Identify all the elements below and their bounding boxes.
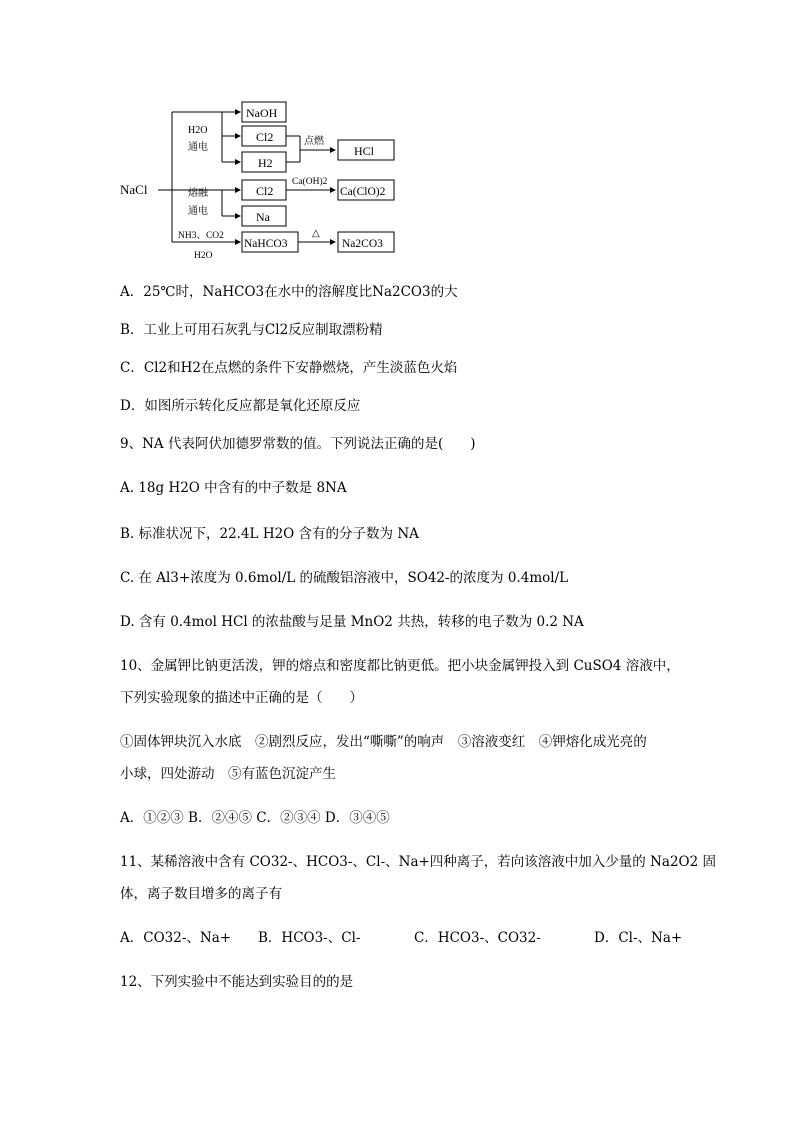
- diagram-box-na: Na: [256, 210, 270, 224]
- diagram-box-caclo2: Ca(ClO)2: [340, 186, 386, 198]
- diagram-heat-label: △: [312, 228, 320, 239]
- q11-option-b: B．HCO3-、Cl-: [258, 930, 361, 946]
- diagram-electrolysis2-label: 通电: [188, 206, 208, 217]
- q9-option-d: D. 含有 0.4mol HCl 的浓盐酸与足量 MnO2 共热，转移的电子数为 0.2 NA: [120, 614, 584, 630]
- diagram-nh3-co2-label: NH3、CO2: [178, 231, 224, 241]
- q10-items-line2: 小球，四处游动 ⑤有蓝色沉淀产生: [120, 766, 336, 782]
- diagram-box-nahco3: NaHCO3: [244, 238, 288, 250]
- q8-option-b: B．工业上可用石灰乳与Cl2反应制取漂粉精: [120, 322, 383, 338]
- q11-option-a: A．CO32-、Na+: [120, 930, 232, 946]
- diagram-box-na2co3: Na2CO3: [342, 238, 383, 250]
- q8-option-d: D．如图所示转化反应都是氧化还原反应: [120, 398, 361, 414]
- diagram-nacl: NaCl: [120, 182, 148, 197]
- q11-stem-line1: 11、某稀溶液中含有 CO32-、HCO3-、Cl-、Na+四种离子，若向该溶液中加入少量的 Na2O2 固: [120, 854, 716, 870]
- q8-option-a: A．25℃时，NaHCO3在水中的溶解度比Na2CO3的大: [120, 284, 458, 300]
- diagram-box-hcl: HCl: [354, 144, 375, 158]
- q11-option-c: C．HCO3-、CO32-: [414, 930, 541, 946]
- diagram-caoh2-label: Ca(OH)2: [292, 177, 328, 187]
- diagram-h2o-label: H2O: [188, 125, 208, 136]
- diagram-h2o-label-2: H2O: [194, 251, 213, 261]
- diagram-box-h2: H2: [258, 156, 273, 170]
- q10-stem-line1: 10、金属钾比钠更活泼，钾的熔点和密度都比钠更低。把小块金属钾投入到 CuSO4 溶液中，: [120, 658, 680, 674]
- diagram-ignite-label: 点燃: [304, 136, 324, 147]
- q10-options: A．①②③ B．②④⑤ C．②③④ D．③④⑤: [120, 810, 390, 826]
- diagram-molten-label: 熔融: [188, 188, 208, 199]
- q9-stem: 9、NA 代表阿伏加德罗常数的值。下列说法正确的是( ): [120, 436, 476, 452]
- reaction-diagram: [110, 92, 420, 264]
- q9-option-a: A. 18g H2O 中含有的中子数是 8NA: [120, 480, 347, 496]
- q8-option-c: C．Cl2和H2在点燃的条件下安静燃烧，产生淡蓝色火焰: [120, 360, 458, 376]
- diagram-electrolysis-label: 通电: [188, 142, 208, 153]
- q9-option-c: C. 在 Al3+浓度为 0.6mol/L 的硫酸铝溶液中，SO42-的浓度为 0.4mol/L: [120, 570, 569, 586]
- diagram-box-cl2-b: Cl2: [256, 184, 274, 198]
- diagram-box-naoh: NaOH: [246, 106, 278, 120]
- q9-option-b: B. 标准状况下，22.4L H2O 含有的分子数为 NA: [120, 526, 419, 542]
- q10-items-line1: ①固体钾块沉入水底 ②剧烈反应，发出“嘶嘶”的响声 ③溶液变红 ④钾熔化成光亮的: [120, 734, 647, 750]
- q11-option-d: D．Cl-、Na+: [594, 930, 683, 946]
- q12-stem: 12、下列实验中不能达到实验目的的是: [120, 974, 354, 990]
- q10-stem-line2: 下列实验现象的描述中正确的是（ ）: [120, 690, 363, 706]
- q11-stem-line2: 体，离子数目增多的离子有: [120, 886, 282, 902]
- diagram-box-cl2-a: Cl2: [256, 130, 274, 144]
